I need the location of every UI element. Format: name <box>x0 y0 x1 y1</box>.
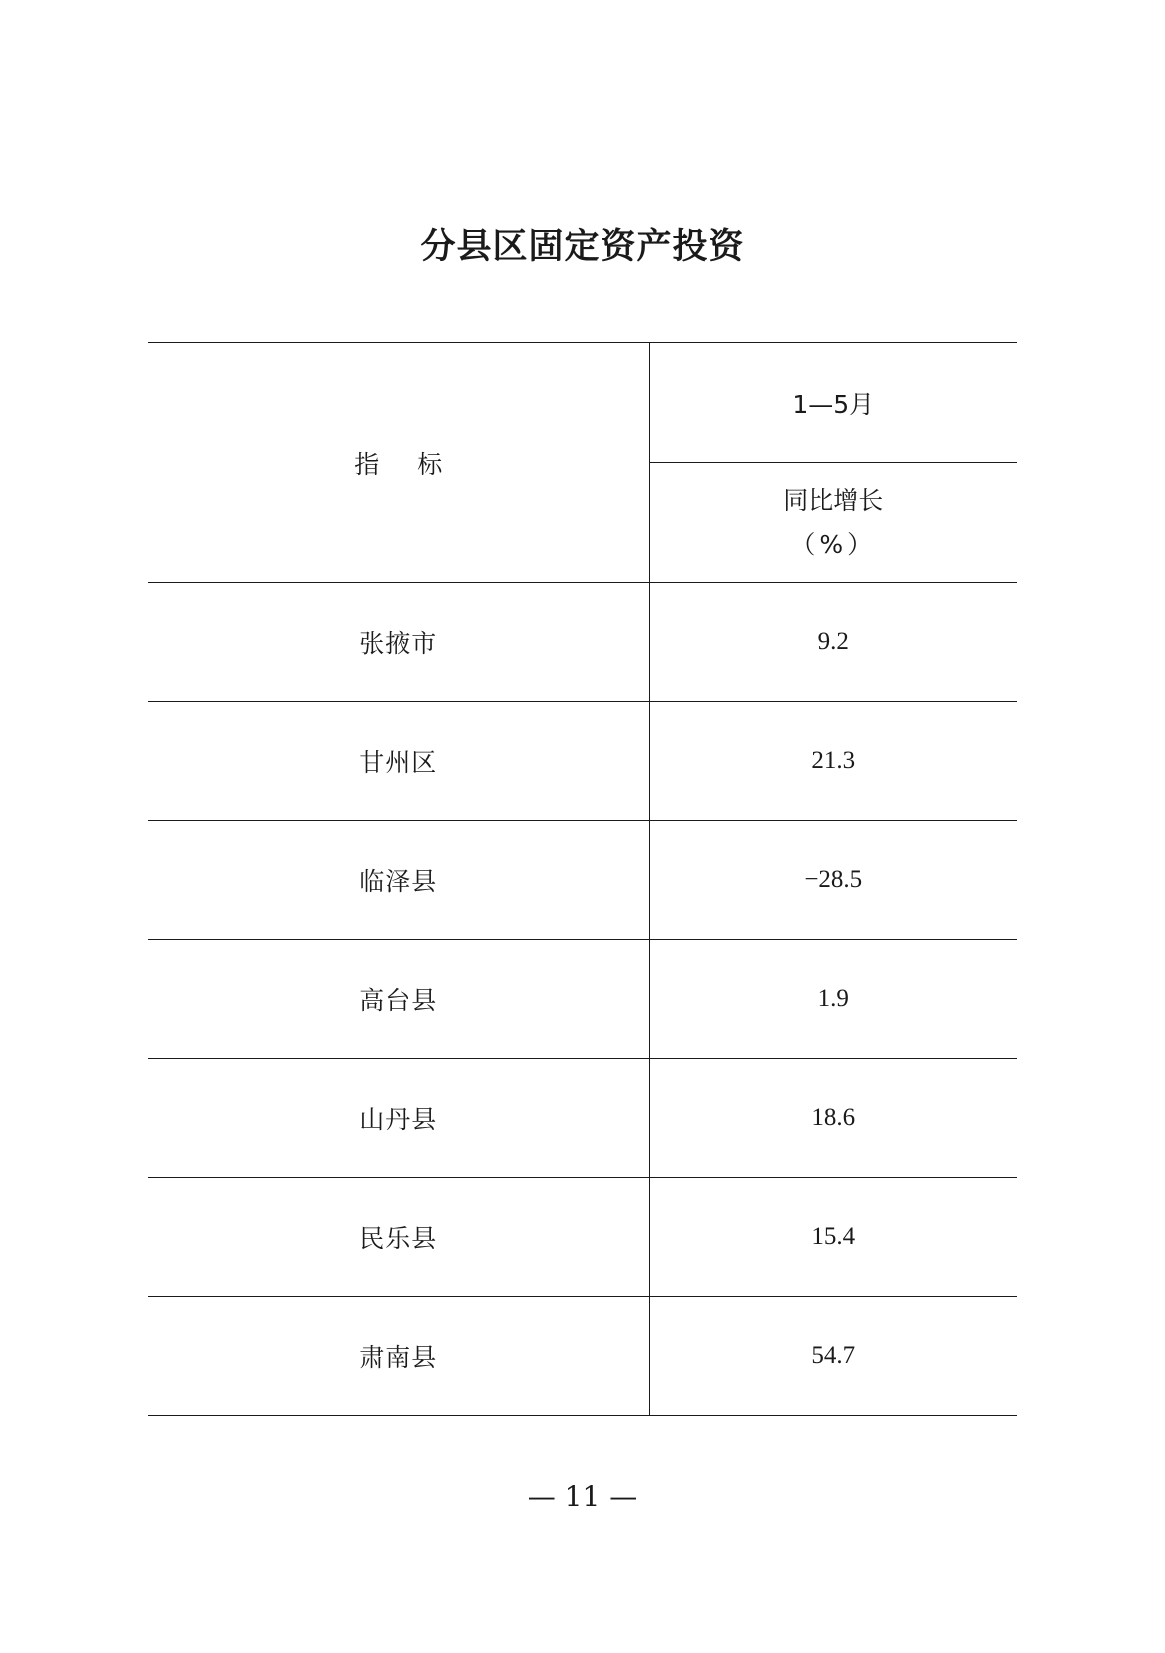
region-name: 甘州区 <box>359 748 438 777</box>
growth-value: 9.2 <box>649 583 1017 702</box>
region-name: 高台县 <box>359 986 438 1015</box>
header-metric: 同比增长 <box>783 485 884 515</box>
table-row <box>148 940 1017 1059</box>
header-unit: （%） <box>790 529 877 559</box>
table-row <box>148 702 1017 821</box>
table-header <box>148 343 1017 583</box>
region-name: 临泽县 <box>359 867 438 896</box>
page-title: 分县区固定资产投资 <box>420 227 745 267</box>
header-metric-cell <box>649 463 1017 583</box>
table-body <box>148 583 1017 1416</box>
table-row <box>148 1178 1017 1297</box>
page-number: — 11 — <box>527 1480 638 1513</box>
table-row <box>148 1297 1017 1416</box>
growth-value: 15.4 <box>649 1178 1017 1297</box>
growth-value: 1.9 <box>649 940 1017 1059</box>
region-name: 民乐县 <box>359 1224 438 1253</box>
header-indicator: 指标 <box>148 343 649 583</box>
growth-value: 54.7 <box>649 1297 1017 1416</box>
growth-value: −28.5 <box>649 821 1017 940</box>
header-period: 1—5月 <box>649 343 1017 463</box>
growth-value: 18.6 <box>649 1059 1017 1178</box>
region-name: 肃南县 <box>359 1343 438 1372</box>
table-row <box>148 1059 1017 1178</box>
table-row <box>148 821 1017 940</box>
investment-table <box>148 342 1017 1416</box>
region-name: 山丹县 <box>359 1105 438 1134</box>
table-row <box>148 583 1017 702</box>
growth-value: 21.3 <box>649 702 1017 821</box>
region-name: 张掖市 <box>359 629 438 658</box>
